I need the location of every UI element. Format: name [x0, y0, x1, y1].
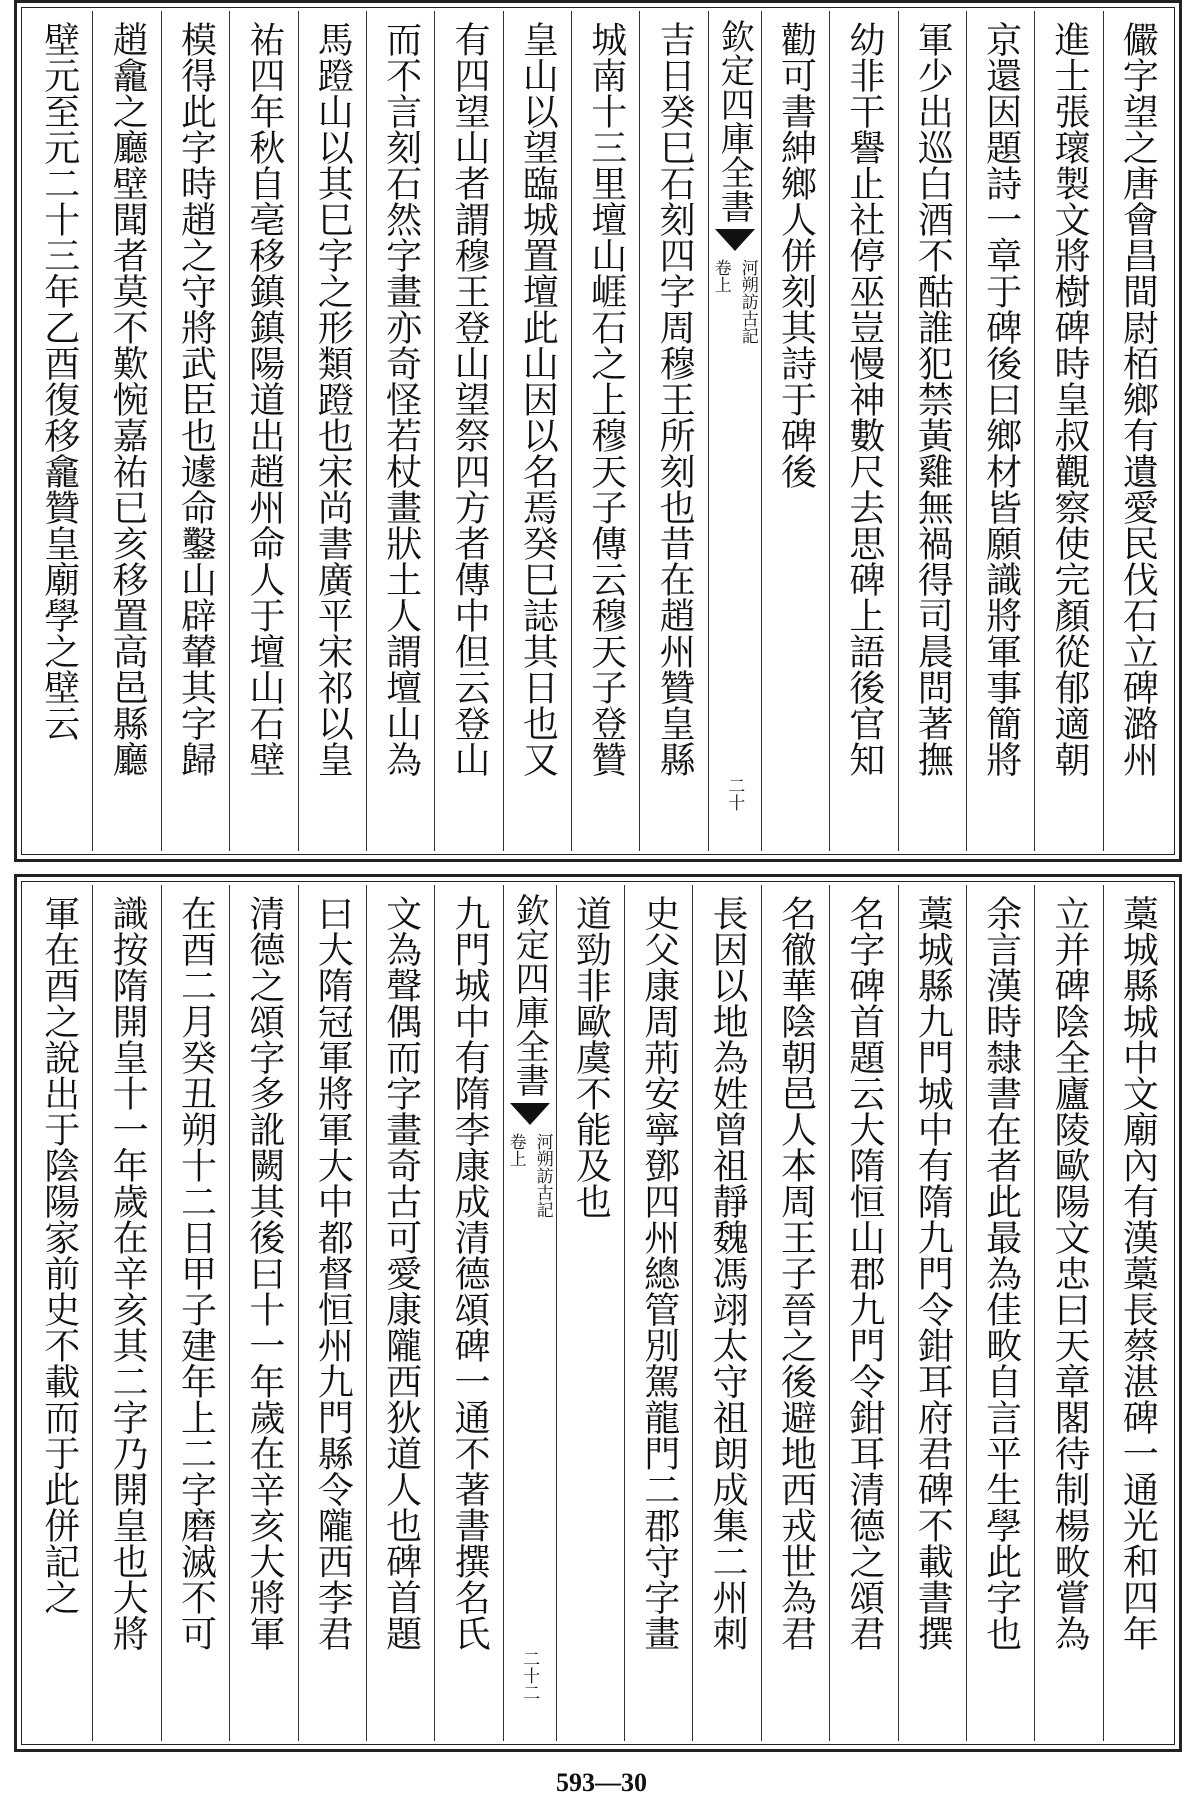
folio-page-1 — [14, 0, 1182, 862]
text-column: 名徹華陰朝邑人本周王子晉之後避地西戎世為君 — [761, 885, 829, 1741]
text-column: 有四望山者謂穆王登山望祭四方者傳中但云登山 — [434, 11, 502, 851]
text-column: 皇山以望臨城置壇此山因以名焉癸巳誌其日也又 — [503, 11, 571, 851]
text-column: 藁城縣九門城中有隋九門令鉗耳府君碑不載書撰 — [898, 885, 966, 1741]
text-column: 壁元至元二十三年乙酉復移龕贊皇廟學之壁云 — [38, 21, 80, 741]
text-column: 余言漢時隸書在者此最為佳畋自言平生學此字也 — [966, 885, 1034, 1741]
text-column: 軍少出巡白酒不酤誰犯禁黃雞無禍得司晨問著撫 — [898, 11, 966, 851]
text-column: 儼字望之唐會昌間尉栢鄉有遺愛民伐石立碑潞州 — [1103, 11, 1171, 851]
text-columns — [25, 11, 1171, 851]
text-column: 而不言刻石然字畫亦奇怪若杖畫狀土人謂壇山為 — [366, 11, 434, 851]
text-column: 進士張瓌製文將樹碑時皇叔觀察使完顏從郁適朝 — [1034, 11, 1102, 851]
text-column: 九門城中有隋李康成清德頌碑一通不著書撰名氏 — [434, 885, 502, 1741]
text-column: 馬蹬山以其巳字之形類蹬也宋尚書廣平宋祁以皇 — [298, 11, 366, 851]
text-column: 清德之頌字多訛闕其後曰十一年歲在辛亥大將軍 — [229, 885, 297, 1741]
fold-subtitle — [504, 1133, 556, 1218]
work-title: 河朔訪古記 — [737, 259, 758, 344]
volume-label: 卷上 — [505, 1133, 526, 1167]
text-column: 模得此字時趙之守將武臣也遽命鑿山辟輦其字歸 — [161, 11, 229, 851]
page-number: 二十 — [724, 777, 745, 811]
text-column: 立并碑陰全廬陵歐陽文忠曰天章閣待制楊畋嘗為 — [1034, 885, 1102, 1741]
text-columns — [25, 885, 1171, 1741]
work-title: 河朔訪古記 — [532, 1133, 553, 1218]
text-column: 曰大隋冠軍將軍大中都督恒州九門縣令隴西李君 — [298, 885, 366, 1741]
text-column: 軍在酉之說出于陰陽家前史不載而于此併記之 — [38, 895, 80, 1615]
folio-page-2 — [14, 874, 1182, 1752]
footer-label: 593—30 — [556, 1768, 647, 1797]
center-fold — [708, 11, 761, 851]
book-title: 欽定四庫全書 — [714, 19, 755, 223]
book-title: 欽定四庫全書 — [509, 893, 550, 1097]
text-column: 名字碑首題云大隋恒山郡九門令鉗耳清德之頌君 — [829, 885, 897, 1741]
text-column: 趙龕之廳壁聞者莫不歎惋嘉祐已亥移置高邑縣廳 — [92, 11, 160, 851]
text-column: 長因以地為姓曾祖靜魏馮翊太守祖朗成集二州刺 — [692, 885, 760, 1741]
text-column: 文為聲偶而字畫奇古可愛康隴西狄道人也碑首題 — [366, 885, 434, 1741]
center-fold — [503, 885, 556, 1741]
text-column: 道勁非歐虞不能及也 — [556, 885, 624, 1741]
text-column: 城南十三里壇山崕石之上穆天子傳云穆天子登贊 — [571, 11, 639, 851]
text-column: 藁城縣城中文廟內有漢藁長蔡湛碑一通光和四年 — [1103, 885, 1171, 1741]
text-column: 勸可書紳鄉人併刻其詩于碑後 — [761, 11, 829, 851]
fold-subtitle — [709, 259, 761, 344]
page-number: 二十二 — [519, 1650, 540, 1701]
text-column: 在酉二月癸丑朔十二日甲子建年上二字磨滅不可 — [161, 885, 229, 1741]
text-column: 幼非干譽止社停巫豈慢神數尺去思碑上語後官知 — [829, 11, 897, 851]
text-column: 史父康周荊安寧鄧四州總管別駕龍門二郡守字畫 — [624, 885, 692, 1741]
text-column: 京還因題詩一章于碑後曰鄉材皆願識將軍事簡將 — [966, 11, 1034, 851]
volume-label: 卷上 — [710, 259, 731, 293]
text-column: 吉日癸巳石刻四字周穆王所刻也昔在趙州贊皇縣 — [639, 11, 707, 851]
fish-tail-icon — [715, 229, 755, 251]
text-column: 祐四年秋自亳移鎮鎮陽道出趙州命人于壇山石壁 — [229, 11, 297, 851]
text-column: 識按隋開皇十一年歲在辛亥其二字乃開皇也大將 — [92, 885, 160, 1741]
fish-tail-icon — [510, 1103, 550, 1125]
